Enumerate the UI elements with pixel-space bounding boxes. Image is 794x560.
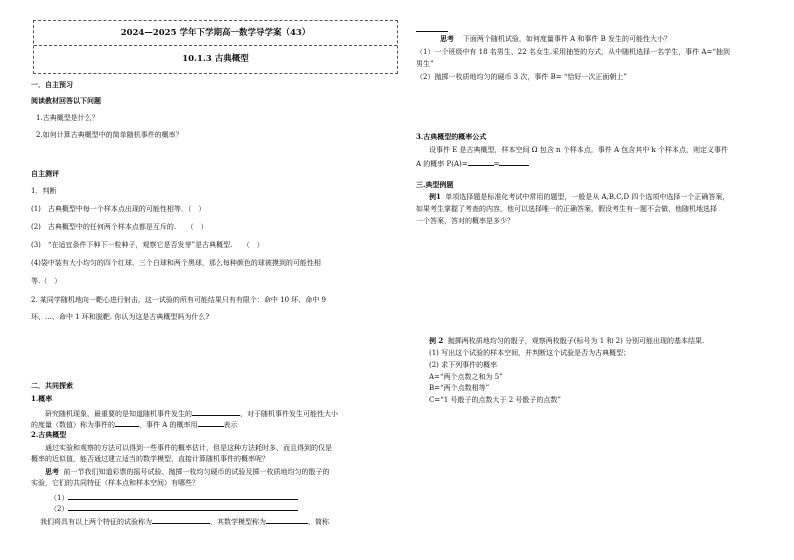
page-title: 2024—2025 学年下学期高一数学导学案（43） <box>120 28 311 38</box>
think-2-item-2: （2）抛掷一枚质地均匀的硬币 3 次，事件 B= “恰好一次正面朝上” <box>416 73 627 81</box>
think-2-item-1-line-2: 男生” <box>416 60 434 68</box>
question-shooting-line-2: 环、…、命中 1 环和脱靶. 你认为这是古典概型吗为什么? <box>31 313 210 321</box>
fill-blank <box>499 158 529 166</box>
formula-text-line-2: A 的概率 P(A)= = <box>416 158 529 169</box>
judge-item-4-line-1: (4)袋中装有大小均匀的四个红球、三个白球和两个黑球，那么每种颜色的球被摸到的可能性相 <box>31 259 321 267</box>
fill-blank <box>115 419 139 427</box>
classical-model-heading: 2.古典概型 <box>31 430 67 439</box>
section-3-title: 三.典型例题 <box>416 180 454 189</box>
reading-instruction: 阅读教材回答以下问题 <box>31 96 101 105</box>
fill-blank <box>192 408 240 416</box>
fill-blank <box>198 419 224 427</box>
example-2-item-2: (2) 求下列事件的概率 <box>429 361 498 369</box>
example-1-line-1: 例1 单项选择题是标准化考试中常用的题型，一般是从 A,B,C,D 四个选项中选择一个正确答案， <box>429 192 730 201</box>
example-2-item-1: (1) 写出这个试验的样本空间，并判断这个试验是否为古典概型； <box>429 349 631 357</box>
example-2-line-1: 例 2 抛掷两枚质地均匀的骰子，观察两枚骰子(标号为 1 和 2) 分别可能出现的基本结果. <box>429 336 705 345</box>
think-2: 思考 下面两个随机试验，如何度量事件 A 和事件 B 发生的可能性大小？ <box>440 34 672 43</box>
question-2: 2.如何计算古典概型中的简单随机事件的概率？ <box>36 131 183 139</box>
example-1-line-3: 一个答案，答对的概率是多少？ <box>416 217 514 225</box>
classical-text-line-2: 概率的近似值，能否通过建立适当的数学模型，直接计算随机事件的概率呢？ <box>31 455 269 463</box>
think-2-item-1-line-1: （1）一个班级中有 18 名男生、22 名女生.采用抽签的方式，从中随机选择一名学生，事件 A=“抽到 <box>416 48 730 56</box>
example-2-event-c: C=“1 号骰子的点数大于 2 号骰子的点数” <box>429 396 561 404</box>
answer-2: （2） <box>50 503 298 514</box>
question-shooting-line-1: 2. 某同学随机地向一靶心进行射击，这一试验的所有可能结果只有有限个：命中 10 环、命中 9 <box>31 296 326 304</box>
section-2-title: 二．共同探索 <box>31 381 73 390</box>
header-divider <box>34 45 397 46</box>
formula-text-line-1: 设事件 E 是古典概型，样本空间 Ω 包含 n 个样本点，事件 A 包含其中 k 个样本点，则定义事件 <box>429 146 728 154</box>
judge-item-2: (2) 古典概型中的任何两个样本点都是互斥的. （ ） <box>31 223 208 231</box>
fill-blank <box>152 516 210 524</box>
think-1-line-2: 实验，它们的共同特征（样本点和样本空间）有哪些？ <box>31 479 199 487</box>
judge-item-3: (3) “在适宜条件下种下一粒种子，观察它是否发芽”是古典概型. （ ） <box>31 241 264 249</box>
judge-item-1: (1) 古典概型中每一个样本点出现的可能性相等．（ ） <box>31 205 206 213</box>
section-1-title: 一．自主预习 <box>31 80 73 89</box>
header-box <box>33 20 398 74</box>
example-2-event-a: A=“两个点数之和为 5” <box>429 373 503 381</box>
lesson-title: 10.1.3 古典概型 <box>182 54 249 64</box>
answer-1: （1） <box>50 492 298 503</box>
probability-text-line-1: 研究随机现象，最重要的是知道随机事件发生的 ，对于随机事件发生可能性大小 <box>45 410 338 418</box>
question-1: 1.古典概型是什么？ <box>36 114 99 122</box>
top-blank-line <box>416 31 448 32</box>
answer-line <box>68 503 298 511</box>
answer-line <box>68 492 298 500</box>
fill-blank <box>468 158 494 166</box>
judge-item-4-line-2: 等.（ ） <box>31 277 62 285</box>
example-1-line-2: 如果考生掌握了考查的内容，他可以选择唯一的正确答案，假设考生有一题不会做，他随机地选择 <box>416 205 717 213</box>
judge-heading: 1．判断 <box>31 187 57 195</box>
definition-sentence: 我们将具有以上两个特征的试验称为 ，其数学模型称为 ，简称 <box>40 518 329 526</box>
classical-text-line-1: 通过实验和观察的方法可以得到一些事件的概率估计，但是这种方法耗时多，而且得到的仅是 <box>45 444 332 452</box>
self-test-title: 自主测评 <box>31 169 59 178</box>
probability-heading: 1.概率 <box>31 394 53 403</box>
formula-heading: 3.古典概型的概率公式 <box>416 132 487 141</box>
probability-text-line-2: 的度量（数值）称为事件的 ，事件 A 的概率用 表示 <box>31 421 238 429</box>
think-1-line-1: 思考 前一节我们知道彩票的摇号试验、抛掷一枚均匀硬币的试验及掷一枚质地均匀的骰子的 <box>45 467 330 476</box>
fill-blank <box>266 516 308 524</box>
example-2-event-b: B=“两个点数相等” <box>429 384 490 392</box>
